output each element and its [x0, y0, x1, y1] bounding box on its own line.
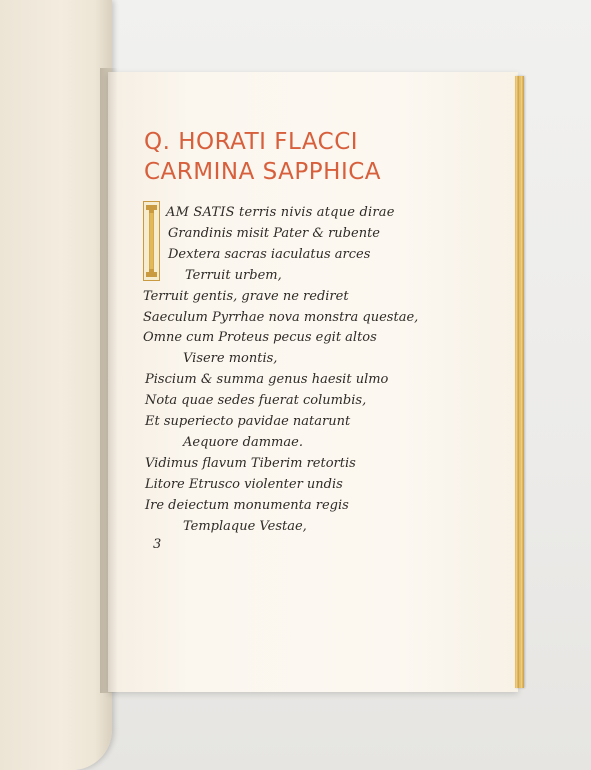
poem-line: Visere montis,: [183, 351, 278, 367]
left-page: [0, 0, 112, 770]
poem-line: Piscium & summa genus haesit ulmo: [145, 372, 389, 388]
poem-line: Terruit urbem,: [185, 267, 282, 283]
poem-line: Vidimus flavum Tiberim retortis: [145, 455, 356, 471]
title-line-2: CARMINA SAPPHICA: [144, 159, 382, 185]
poem-line: AM SATIS terris nivis atque dirae: [166, 205, 395, 220]
poem-line: Aequore dammae.: [183, 434, 303, 450]
poem-line: Nota quae sedes fuerat columbis,: [145, 393, 367, 409]
poem-line: Et superiecto pavidae natarunt: [145, 414, 351, 429]
poem-line: Terruit gentis, grave ne rediret: [143, 288, 349, 304]
gilt-drop-capital: [143, 201, 160, 281]
poem-line: Grandinis misit Pater & rubente: [168, 225, 380, 241]
poem-line: Saeculum Pyrrhae nova monstra questae,: [143, 309, 419, 325]
poem-line: Litore Etrusco violenter undis: [145, 476, 343, 492]
title-line-1: Q. HORATI FLACCI: [144, 129, 359, 155]
poem-line: Omne cum Proteus pecus egit altos: [143, 330, 377, 346]
gilt-fore-edge: [515, 76, 524, 688]
page-number: 3: [153, 537, 162, 552]
gutter-shadow: [100, 68, 118, 693]
poem-line: Ire deiectum monumenta regis: [145, 497, 349, 513]
poem-line: Dextera sacras iaculatus arces: [168, 246, 371, 262]
poem-line: Templaque Vestae,: [183, 518, 307, 534]
dropcap-letter: I: [143, 201, 144, 202]
